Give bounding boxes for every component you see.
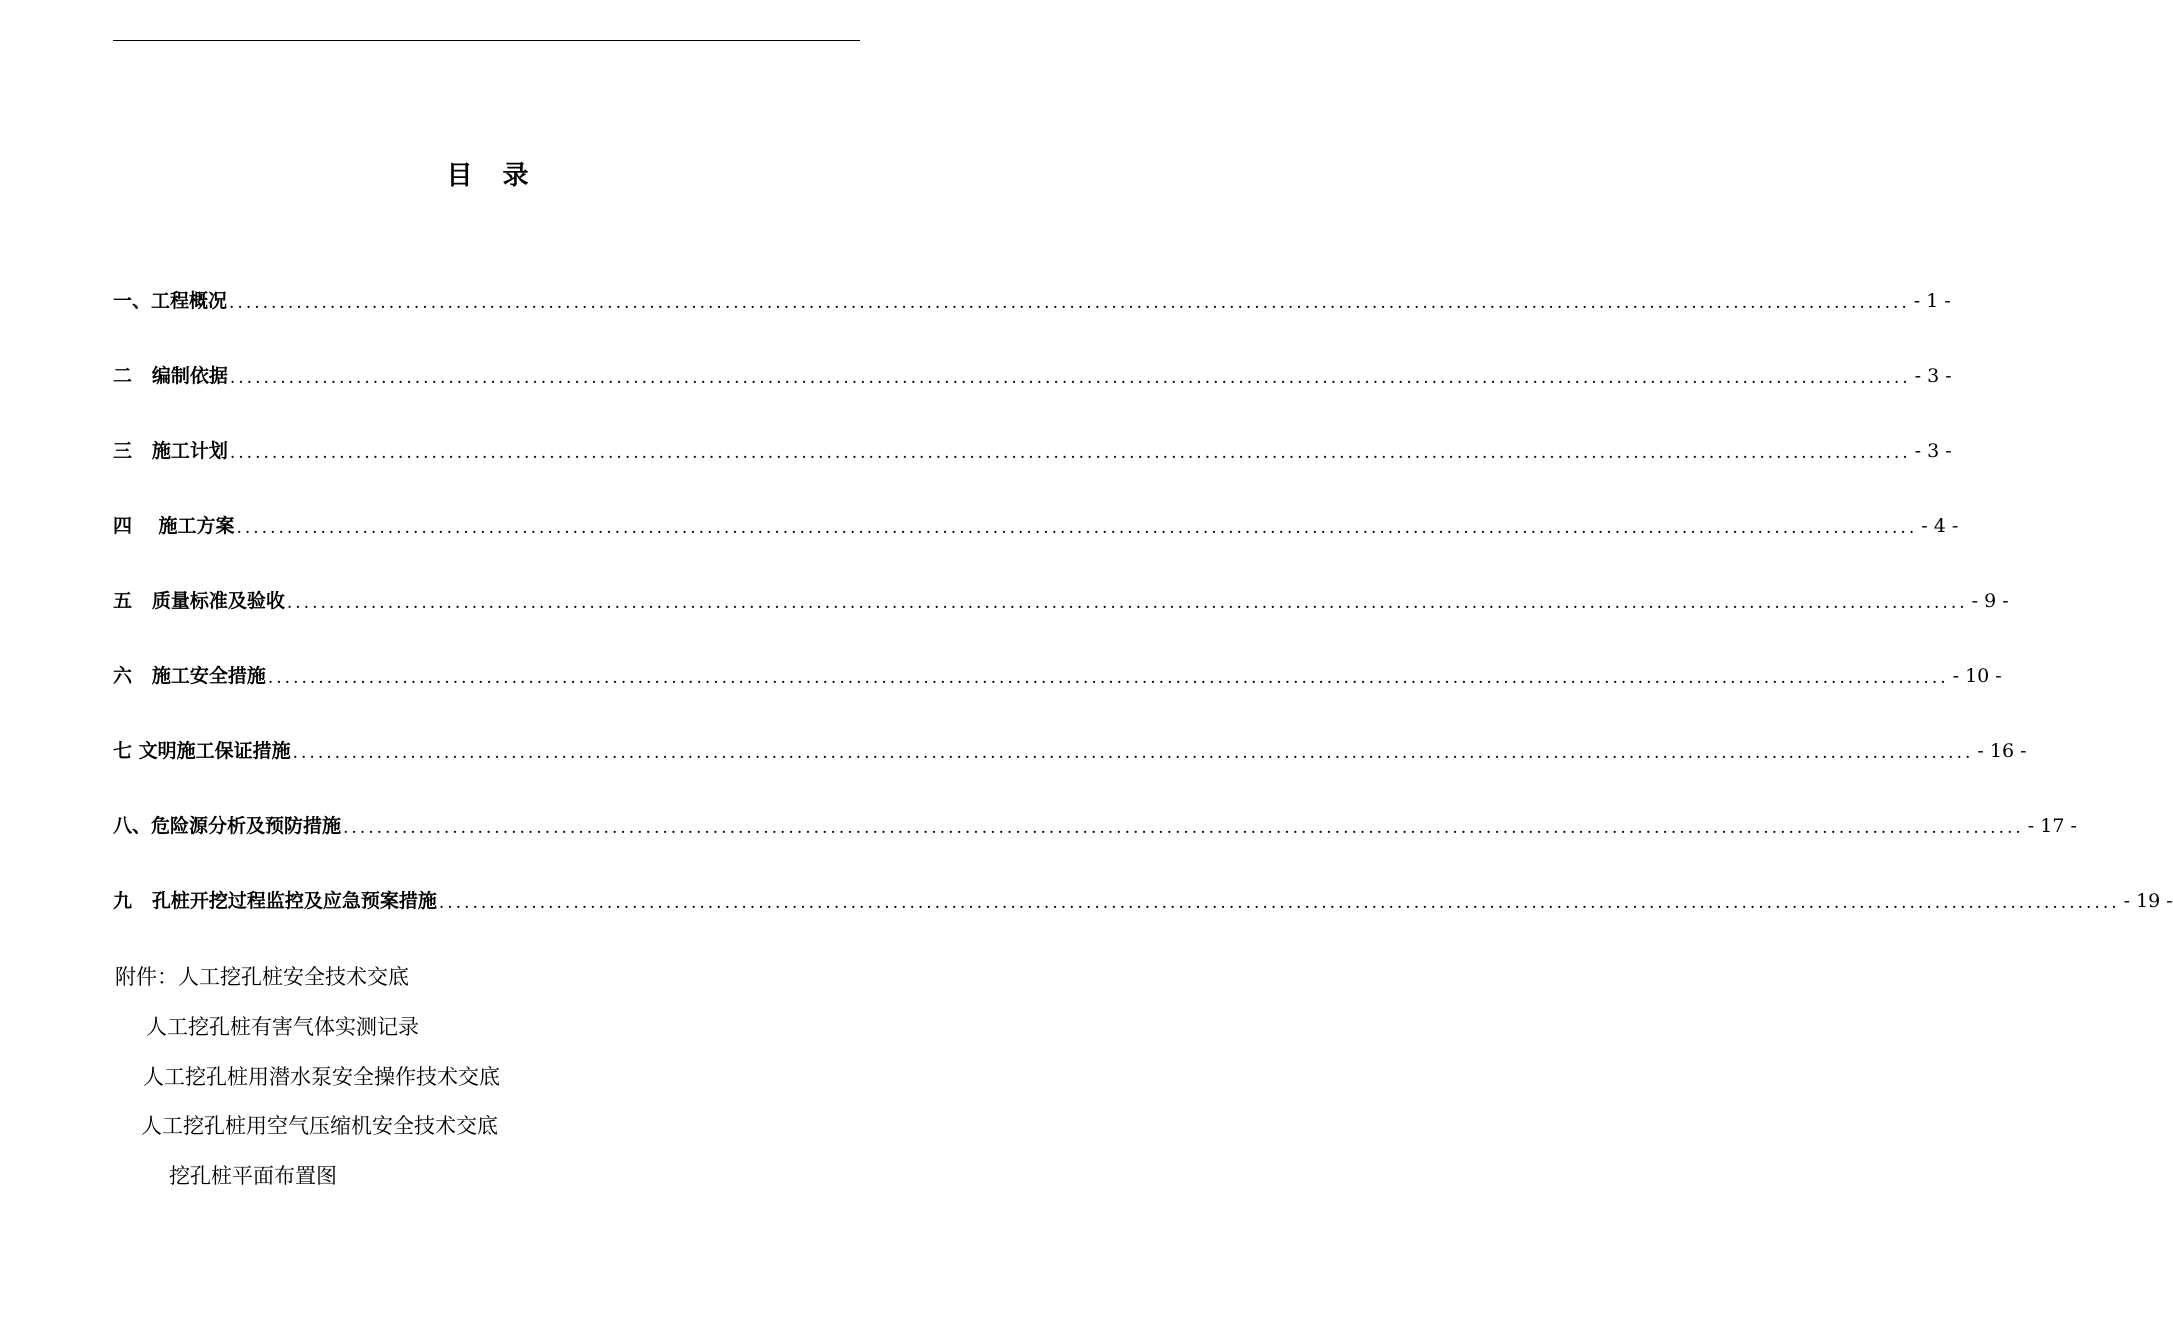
toc-entry-page: - 1 - <box>1913 290 1951 312</box>
toc-leader-dots: ........................................................................................................................................................................................................ <box>236 518 1918 538</box>
toc-leader-dots: ........................................................................................................................................................................................................ <box>229 443 1911 463</box>
toc-entry-1[interactable] <box>113 286 1951 316</box>
toc-leader-dots: ........................................................................................................................................................................................................ <box>229 293 1910 313</box>
toc-leader-dots: ........................................................................................................................................................................................................ <box>286 593 1968 613</box>
toc-entry-page: - 4 - <box>1921 515 1959 537</box>
toc-entry-label: 三 施工计划 <box>113 440 228 462</box>
toc-leader-dots: ........................................................................................................................................................................................................ <box>438 893 2120 913</box>
toc-entry-page: - 3 - <box>1914 365 1952 387</box>
toc-entry-label: 八、危险源分析及预防措施 <box>113 815 342 837</box>
toc-entry-page: - 10 - <box>1952 665 2002 687</box>
toc-entry-8[interactable] <box>113 811 2077 841</box>
toc-entry-label: 七 文明施工保证措施 <box>113 740 291 762</box>
toc-entry-label: 四 施工方案 <box>113 515 235 537</box>
toc-entry-label: 五 质量标准及验收 <box>113 590 285 612</box>
toc-entry-label: 二 编制依据 <box>113 365 228 387</box>
toc-entry-7[interactable] <box>113 736 2027 766</box>
toc-entry-page: - 16 - <box>1977 740 2027 762</box>
appendix-line-3: 人工挖孔桩用潜水泵安全操作技术交底 <box>143 1065 500 1089</box>
toc-entry-4[interactable] <box>113 511 1959 541</box>
toc-entry-page: - 19 - <box>2123 890 2173 912</box>
toc-entry-page: - 3 - <box>1914 440 1952 462</box>
appendix-line-5: 挖孔桩平面布置图 <box>169 1164 337 1188</box>
toc-entry-6[interactable] <box>113 661 2002 691</box>
toc-leader-dots: ........................................................................................................................................................................................................ <box>267 668 1949 688</box>
toc-entry-label: 一、工程概况 <box>113 290 228 312</box>
toc-entry-5[interactable] <box>113 586 2009 616</box>
toc-leader-dots: ........................................................................................................................................................................................................ <box>229 368 1911 388</box>
title-char-1: 目 <box>446 161 473 191</box>
appendix-line-1: 附件：人工挖孔桩安全技术交底 <box>115 965 409 989</box>
toc-entry-2[interactable] <box>113 361 1952 391</box>
toc-entry-9[interactable] <box>113 886 2173 916</box>
toc-entry-page: - 17 - <box>2027 815 2077 837</box>
toc-entry-3[interactable] <box>113 436 1952 466</box>
appendix-line-4: 人工挖孔桩用空气压缩机安全技术交底 <box>141 1114 498 1138</box>
page-title <box>0 158 975 194</box>
title-char-2: 录 <box>502 161 529 191</box>
toc-entry-label: 六 施工安全措施 <box>113 665 266 687</box>
toc-entry-page: - 9 - <box>1971 590 2009 612</box>
header-rule <box>113 40 860 41</box>
toc-leader-dots: ........................................................................................................................................................................................................ <box>343 818 2024 838</box>
toc-leader-dots: ........................................................................................................................................................................................................ <box>292 743 1974 763</box>
toc-entry-label: 九 孔桩开挖过程监控及应急预案措施 <box>113 890 437 912</box>
appendix-line-2: 人工挖孔桩有害气体实测记录 <box>146 1015 419 1039</box>
